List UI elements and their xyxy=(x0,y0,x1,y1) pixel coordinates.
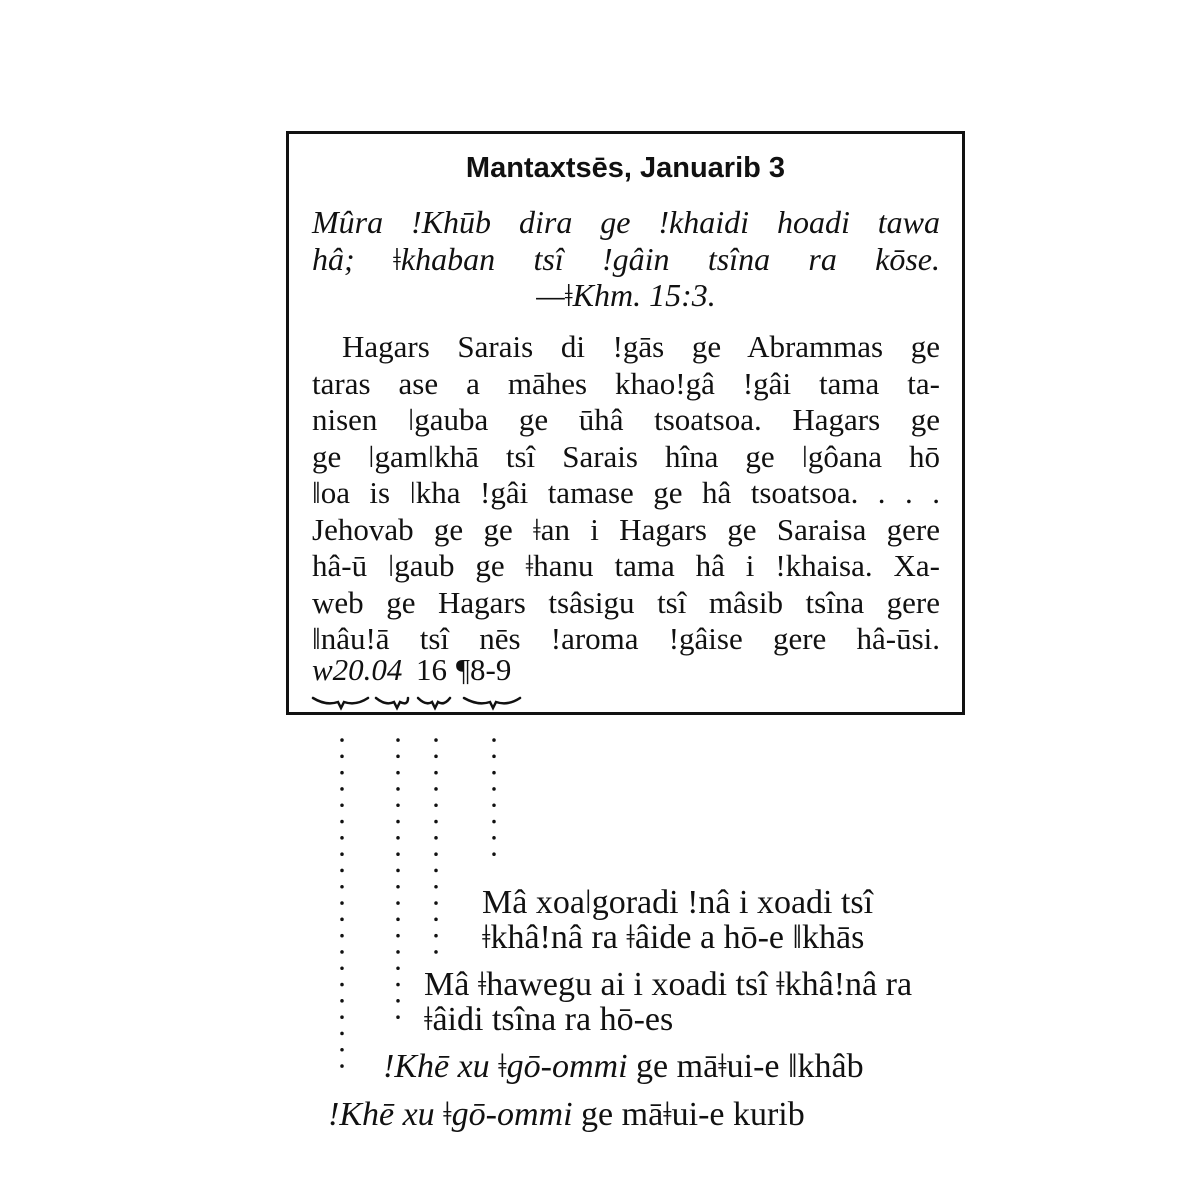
body-line: taras ase a māhes khaoǃgâ ǃgâi tama ta- xyxy=(312,365,940,401)
date-heading: Mantaxtsēs, Januarib 3 xyxy=(465,152,786,184)
body-line: ge ǀgamǀkhā tsî Sarais hîna ge ǀgôana hō xyxy=(312,438,940,474)
annotation-issue xyxy=(383,1049,864,1084)
brace-page xyxy=(418,698,450,708)
brace-issue xyxy=(376,698,408,708)
annotation-text: ge māǂui-e kurib xyxy=(572,1096,805,1133)
body-line: web ge Hagars tsâsigu tsî mâsib tsîna gere xyxy=(312,584,940,620)
annotation-italic: ǃKhē xu ǂgō-ommi xyxy=(328,1096,573,1133)
scripture-citation: —ǂKhm. 15:3. xyxy=(536,277,716,313)
body-line: hâ-ū ǀgaub ge ǂhanu tama hâ i ǃkhaisa. Xa- xyxy=(312,548,940,583)
annotation-line: ǂâidi tsîna ra hō-es xyxy=(424,1001,674,1038)
annotation-paragraphs xyxy=(482,885,873,955)
body-line: Hagars Sarais di ǃgās ge Abrammas ge xyxy=(342,329,940,364)
reference-paragraphs: ¶8-9 xyxy=(456,652,512,687)
scripture-line: hâ; ǂkhaban tsî ǃgâin tsîna ra kōse. xyxy=(312,240,940,277)
reference-page: 16 xyxy=(416,652,447,687)
body-line: ǁoa is ǀkha ǃgâi tamase ge hâ tsoatsoa. . . . xyxy=(312,475,940,510)
scripture-line: Mûra ǃKhūb dira ge ǃkhaidi hoadi tawa xyxy=(312,204,940,240)
body-line: ǁnâuǃā tsî nēs ǃaroma ǃgâise gere hâ-ūsi. xyxy=(312,621,940,656)
annotation-line: ǂkhâǃnâ ra ǂâide a hō-e ǁkhās xyxy=(482,919,865,956)
reference-publication: w20.04 xyxy=(312,652,403,687)
annotation-year xyxy=(328,1097,805,1132)
annotation-italic: ǃKhē xu ǂgō-ommi xyxy=(383,1048,628,1085)
brace-year xyxy=(313,698,368,708)
body-line: nisen ǀgauba ge ūhâ tsoatsoa. Hagars ge xyxy=(312,402,940,437)
body-line: Jehovab ge ge ǂan i Hagars ge Saraisa gere xyxy=(312,511,940,547)
annotation-page xyxy=(424,967,912,1037)
annotation-line: Mâ ǂhawegu ai i xoadi tsî ǂkhâǃnâ ra xyxy=(424,966,913,1003)
annotation-text: ge māǂui-e ǁkhâb xyxy=(627,1048,864,1085)
annotation-line: Mâ xoaǀgoradi ǃnâ i xoadi tsî xyxy=(482,884,874,921)
brace-paragraphs xyxy=(464,698,520,708)
